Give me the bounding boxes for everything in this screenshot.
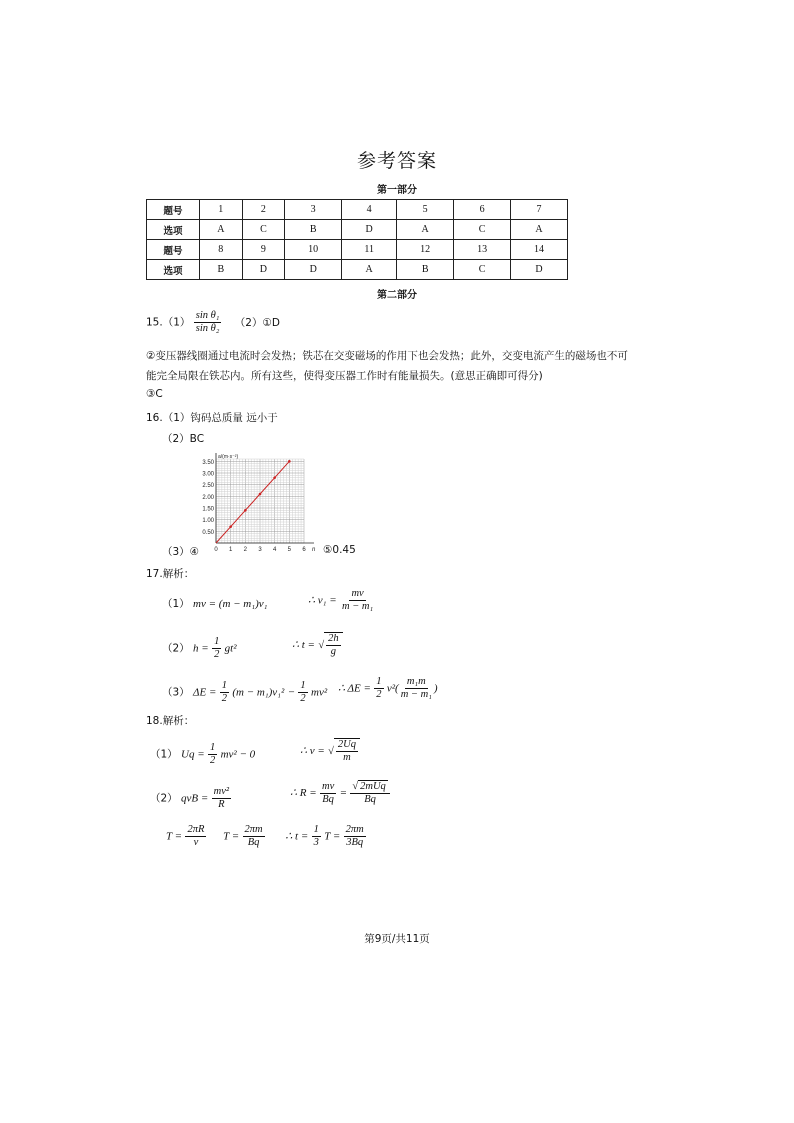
q17-res1: ∴ v₁ = $\frac{mv}{\text{m − m₁}}$ [308,588,374,612]
data-point [273,476,276,479]
q16-line2: （2）BC [162,433,205,445]
q17-res3: ∴ ΔE = $\frac{1}{2}$ v²( $\frac{\text{m₁m}}{\text{m − m₁}}$ ) [338,676,438,700]
table-cell: 2 [242,200,285,220]
y-tick-label: 2.00 [202,494,214,501]
x-tick-label: 1 [228,547,233,553]
table-cell: D [511,260,568,280]
y-tick-label: 1.00 [202,518,214,525]
q17-label: 17.解析： [146,568,195,580]
table-cell: 13 [454,240,511,260]
q15-para-line1: ②变压器线圈通过电流时会发热；铁芯在交变磁场的作用下也会发热；此外，交变电流产生的磁场也不可 [146,350,628,362]
data-line [216,461,289,543]
table-cell: 12 [397,240,454,260]
table-row [147,200,568,220]
table-cell: 11 [342,240,397,260]
table-cell: 7 [511,200,568,220]
table-cell: C [454,260,511,280]
x-tick-label: 6 [302,547,306,553]
table-row-header: 选项 [147,220,200,240]
x-tick-label: 5 [287,547,292,553]
q15-part3: ③C [146,388,163,400]
q18-label: 18.解析： [146,715,195,727]
q17-res2: ∴ t = √ $\frac{2h}{g}$ [292,632,343,658]
q15-label: 15.（1） [146,316,191,329]
table-cell: A [511,220,568,240]
table-row [147,220,568,240]
table-cell: A [397,220,454,240]
a-n-graph [190,450,320,555]
q16-line1: 16.（1）钩码总质量 远小于 [146,412,278,424]
table-cell: D [342,220,397,240]
table-cell: 10 [285,240,342,260]
y-tick-label: 0.50 [202,529,214,536]
part2-title: 第二部分 [377,290,417,301]
data-point [259,493,262,496]
table-cell: 14 [511,240,568,260]
data-point [229,525,232,528]
q16-part3: （3）④ [162,546,200,558]
table-cell: 8 [200,240,243,260]
x-tick-label: 0 [214,547,218,553]
y-tick-label: 3.50 [202,459,214,466]
q17-eq3: （3） ΔE = $\frac{1}{2}$ (m − m₁)v₁² − $\frac{1}{2}$ mv² [162,680,328,704]
table-cell: C [242,220,285,240]
x-axis-label: n [312,547,316,553]
table-row-header: 选项 [147,260,200,280]
table-cell: B [397,260,454,280]
table-cell: C [454,220,511,240]
table-cell: 9 [242,240,285,260]
q18-eq1: （1） Uq = $\frac{1}{2}$ mv² − 0 [150,742,256,766]
x-tick-label: 2 [243,547,248,553]
x-tick-label: 3 [258,547,262,553]
table-cell: A [200,220,243,240]
table-row [147,240,568,260]
q17-eq1: （1） mv = (m − m₁)v₁ [162,598,268,610]
table-cell: 3 [285,200,342,220]
x-tick-label: 4 [272,547,277,553]
data-point [288,460,291,463]
table-cell: B [285,220,342,240]
table-cell: 1 [200,200,243,220]
table-cell: 5 [397,200,454,220]
q16-part5: ⑤0.45 [323,544,356,556]
data-point [244,509,247,512]
y-axis-label: a/(m·s⁻²) [218,454,239,460]
table-cell: 6 [454,200,511,220]
table-cell: D [242,260,285,280]
answer-table [146,199,568,280]
q15-line1 [146,310,280,335]
q18-eq2: （2） qvB = $\frac{\text{mv²}}{R}$ [150,786,230,810]
table-row-header: 题号 [147,200,200,220]
q15-part2: （2）①D [234,316,280,329]
table-cell: B [200,260,243,280]
table-row [147,260,568,280]
q17-eq2: （2） h = $\frac{1}{2}$ gt² [162,636,237,660]
table-cell: A [342,260,397,280]
table-row-header: 题号 [147,240,200,260]
q18-eq3: T = $\frac{2\pi R}{v}$ T = $\frac{2\pi m}{Bq}$ ∴ t = $\frac{1}{3}$ T = $\frac{2\pi m}{3Bq}$ [166,824,364,848]
y-tick-label: 2.50 [202,483,214,490]
table-cell: D [285,260,342,280]
page-title: 参考答案 [356,150,437,172]
table-cell: 4 [342,200,397,220]
page-footer: 第9页/共11页 [364,933,430,945]
part1-title: 第一部分 [377,185,417,196]
q18-res2: ∴ R = $\frac{mv}{Bq}$ = $\frac{\text{√ 2mUq}}{Bq}$ [290,780,390,806]
q15-fraction: $\frac{\text{sin θ₁}}{\text{sin θ₂}}$ [195,310,220,334]
y-tick-label: 3.00 [202,471,214,478]
y-tick-label: 1.50 [202,506,214,513]
q15-para-line2: 能完全局限在铁芯内。所有这些，使得变压器工作时有能量损失。(意思正确即可得分) [146,370,543,382]
q18-res1: ∴ v = √ $\frac{2Uq}{m}$ [300,738,360,764]
